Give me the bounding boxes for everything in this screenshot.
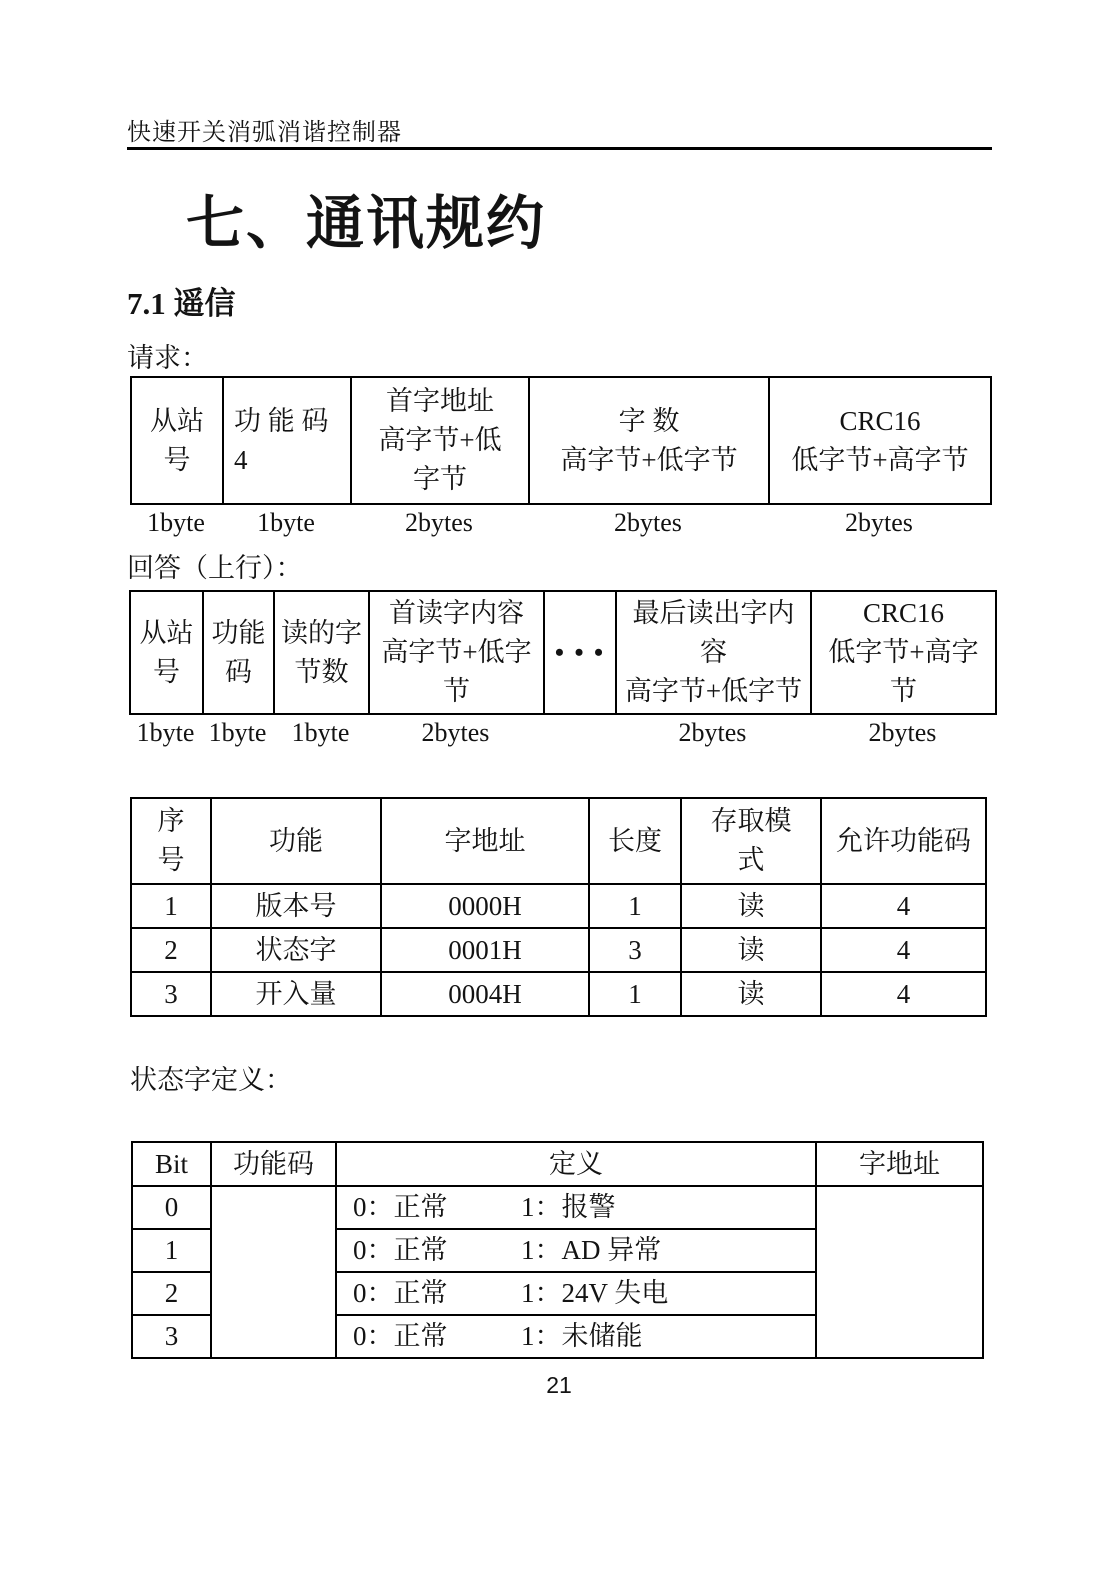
table-row <box>131 928 986 972</box>
ellipsis-dots: • • • <box>554 638 606 667</box>
cell-bit: 2 <box>132 1272 211 1315</box>
header-length: 长度 <box>589 798 681 884</box>
cell-allowed-codes: 4 <box>821 928 986 972</box>
table-header-row <box>132 1142 983 1186</box>
header-bit: Bit <box>132 1142 211 1186</box>
cell-access-mode: 读 <box>681 884 821 928</box>
cell-access-mode: 读 <box>681 928 821 972</box>
section-title: 7.1 遥信 <box>127 286 236 321</box>
table-row <box>132 1186 983 1229</box>
reply-label: 回答（上行）： <box>127 553 303 583</box>
header-allowed-codes: 允许功能码 <box>821 798 986 884</box>
header-access-mode: 存取模 式 <box>681 798 821 884</box>
cell-allowed-codes: 4 <box>821 884 986 928</box>
cell-bit: 1 <box>132 1229 211 1272</box>
request-label: 请求： <box>127 343 208 373</box>
cell-bit: 0 <box>132 1186 211 1229</box>
byte-label: 1byte <box>291 718 350 747</box>
cell-length: 1 <box>589 884 681 928</box>
header-definition: 定义 <box>336 1142 816 1186</box>
cell-byte-count-read: 读的字 节数 <box>274 591 369 714</box>
cell-definition: 0：正常 1：AD 异常 <box>336 1229 816 1272</box>
cell-crc16: CRC16 低字节+高字 节 <box>811 591 996 714</box>
status-word-table <box>131 1141 984 1359</box>
cell-length: 1 <box>589 972 681 1016</box>
cell-function: 版本号 <box>211 884 381 928</box>
cell-first-word-address: 首字地址 高字节+低 字节 <box>351 377 529 504</box>
byte-label: 2bytes <box>421 718 490 747</box>
byte-label: 1byte <box>257 508 315 537</box>
cell-last-word-content: 最后读出字内 容 高字节+低字节 <box>616 591 811 714</box>
cell-slave-id: 从站 号 <box>130 591 203 714</box>
table-header-row <box>131 798 986 884</box>
byte-label: 2bytes <box>678 718 747 747</box>
chapter-title: 七、通讯规约 <box>186 191 547 256</box>
cell-function: 开入量 <box>211 972 381 1016</box>
cell-function-code: 功能 码 <box>203 591 274 714</box>
byte-label <box>543 718 615 748</box>
table-row <box>131 377 991 504</box>
header-func-code: 功能码 <box>211 1142 336 1186</box>
byte-label: 2bytes <box>614 508 682 537</box>
cell-definition: 0：正常 1：24V 失电 <box>336 1272 816 1315</box>
byte-label: 2bytes <box>405 508 473 537</box>
status-word-definition-label: 状态字定义： <box>130 1065 292 1095</box>
cell-function: 状态字 <box>211 928 381 972</box>
cell-word-address-merged <box>816 1186 983 1358</box>
cell-slave-id: 从站 号 <box>131 377 223 504</box>
register-map-table <box>130 797 987 1017</box>
byte-label: 1byte <box>147 508 205 537</box>
cell-definition: 0：正常 1：报警 <box>336 1186 816 1229</box>
cell-seq-no: 2 <box>131 928 211 972</box>
request-byte-size-row <box>130 508 990 538</box>
cell-seq-no: 1 <box>131 884 211 928</box>
cell-func-code-merged <box>211 1186 336 1358</box>
byte-label: 1byte <box>208 718 267 747</box>
page-number: 21 <box>546 1372 572 1398</box>
cell-word-count: 字 数 高字节+低字节 <box>529 377 769 504</box>
cell-ellipsis <box>544 591 616 714</box>
header-word-address: 字地址 <box>816 1142 983 1186</box>
byte-label: 2bytes <box>868 718 937 747</box>
cell-definition: 0：正常 1：未储能 <box>336 1315 816 1358</box>
cell-allowed-codes: 4 <box>821 972 986 1016</box>
cell-word-address: 0004H <box>381 972 589 1016</box>
cell-bit: 3 <box>132 1315 211 1358</box>
reply-frame-table <box>129 590 997 715</box>
cell-function-code: 功 能 码 4 <box>223 377 351 504</box>
cell-first-word-content: 首读字内容 高字节+低字 节 <box>369 591 544 714</box>
cell-crc16: CRC16 低字节+高字节 <box>769 377 991 504</box>
running-header-title: 快速开关消弧消谐控制器 <box>127 120 402 146</box>
cell-seq-no: 3 <box>131 972 211 1016</box>
request-frame-table <box>130 376 992 505</box>
cell-word-address: 0001H <box>381 928 589 972</box>
header-word-address: 字地址 <box>381 798 589 884</box>
cell-length: 3 <box>589 928 681 972</box>
header-function: 功能 <box>211 798 381 884</box>
header-divider-rule <box>127 147 992 150</box>
table-row <box>130 591 996 714</box>
byte-label: 2bytes <box>845 508 913 537</box>
byte-label: 1byte <box>136 718 195 747</box>
table-row <box>131 972 986 1016</box>
reply-byte-size-row <box>129 718 995 748</box>
cell-access-mode: 读 <box>681 972 821 1016</box>
cell-word-address: 0000H <box>381 884 589 928</box>
header-seq-no: 序 号 <box>131 798 211 884</box>
table-row <box>131 884 986 928</box>
